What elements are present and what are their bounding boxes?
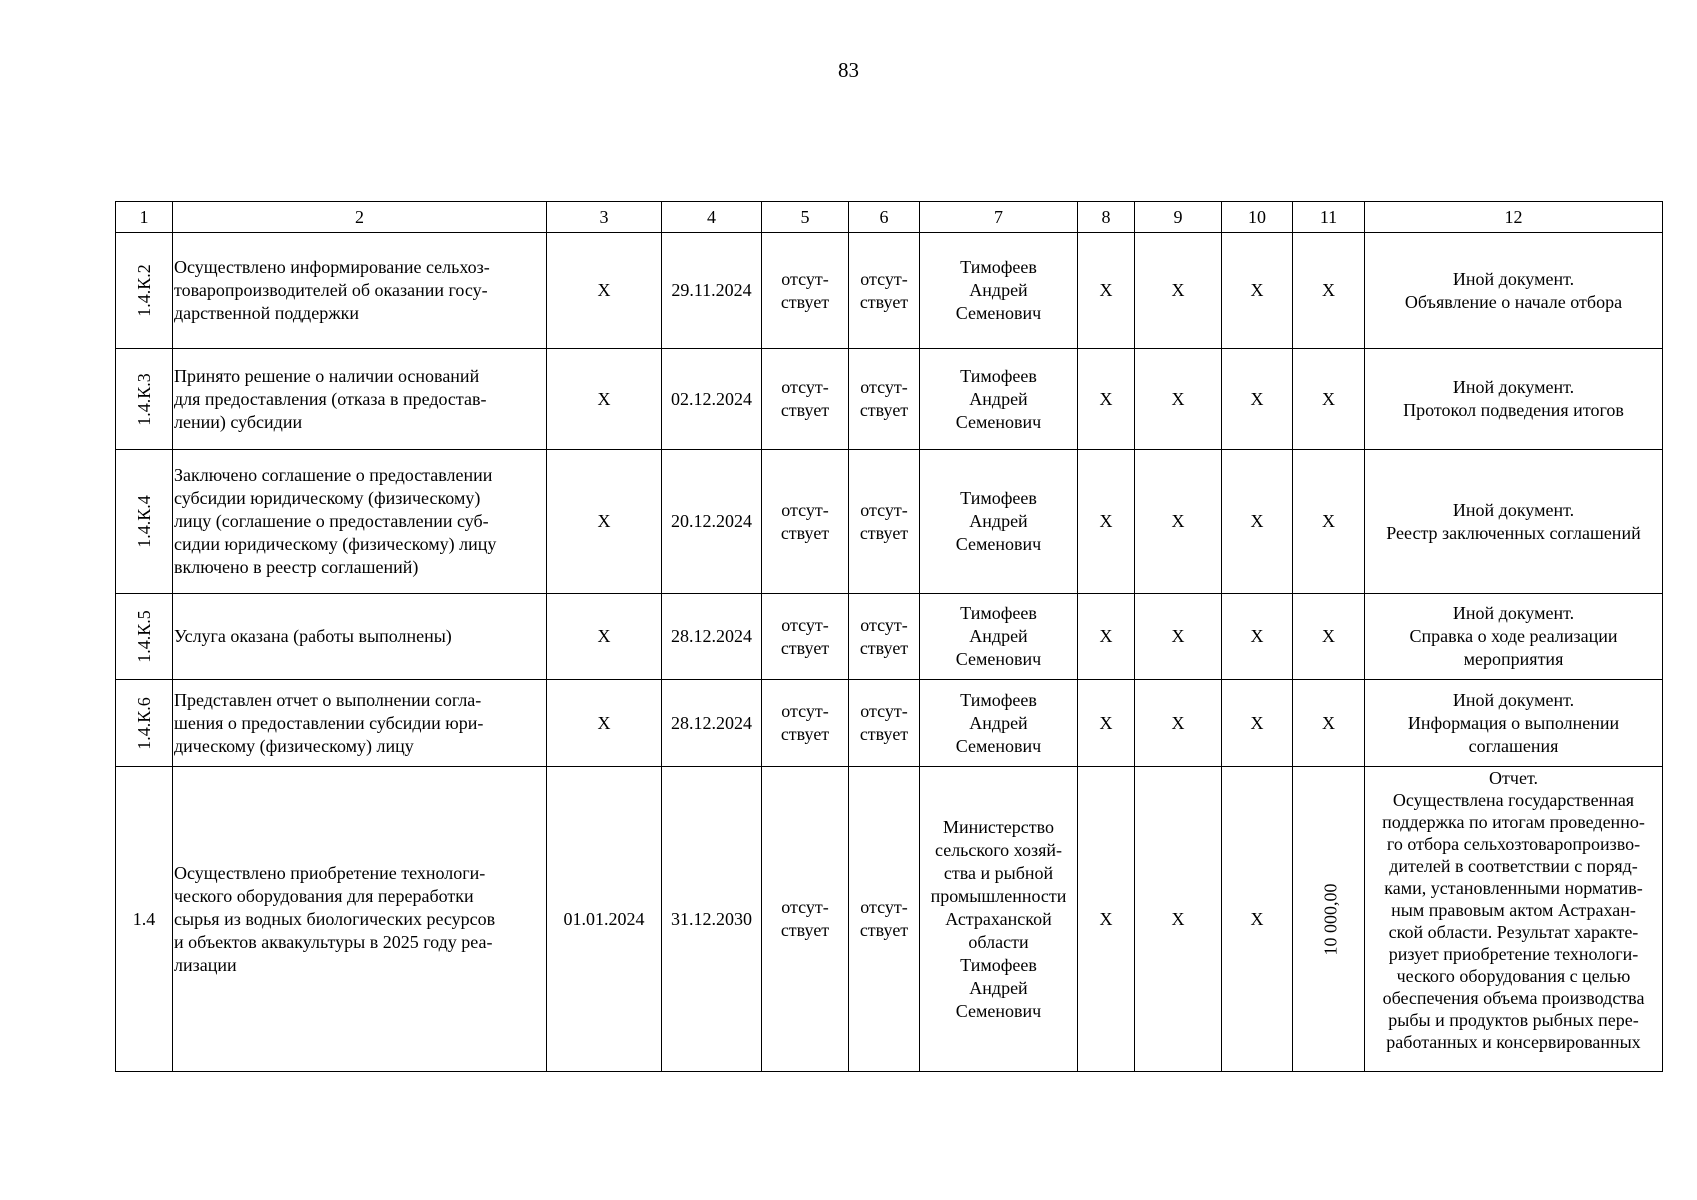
column-header: 8 <box>1078 202 1135 233</box>
description-line: субсидии юридическому (физическому) <box>174 488 481 508</box>
document-line: Иной документ. <box>1452 268 1575 289</box>
responsible-line: Семенович <box>955 649 1042 669</box>
responsible-line: Тимофеев <box>960 257 1037 277</box>
document-line: Справка о ходе реализации <box>1409 626 1618 646</box>
responsible-person <box>920 349 1078 450</box>
document-line: Иной документ. <box>1452 377 1575 397</box>
column-header: 7 <box>920 202 1078 233</box>
row-code <box>116 680 173 767</box>
col5-value <box>762 349 849 450</box>
responsible-line: промышленности <box>930 885 1067 906</box>
amount-value <box>1293 767 1365 1072</box>
column-header: 5 <box>762 202 849 233</box>
responsible-line: Семенович <box>955 1000 1042 1021</box>
responsible-person <box>920 233 1078 349</box>
row-code <box>116 594 173 680</box>
responsible-line: Андрей <box>969 511 1028 531</box>
col6-value <box>849 233 920 349</box>
col8-value: X <box>1078 450 1135 594</box>
document-line: Иной документ. <box>1452 603 1575 623</box>
col5-value <box>762 594 849 680</box>
col5-value <box>762 233 849 349</box>
column-header: 4 <box>662 202 762 233</box>
document-line: соглашения <box>1468 735 1559 756</box>
description-line: шения о предоставлении субсидии юри- <box>174 712 484 733</box>
row-description <box>173 594 547 680</box>
document-line: ным правовым актом Астрахан- <box>1391 900 1636 920</box>
responsible-line: Тимофеев <box>960 603 1037 623</box>
plan-table <box>115 201 1663 1072</box>
responsible-line: Семенович <box>955 534 1042 554</box>
col9-value: X <box>1135 233 1222 349</box>
col9-value: X <box>1135 349 1222 450</box>
description-line: сидии юридическому (физическому) лицу <box>174 534 497 554</box>
col10-value: X <box>1222 450 1293 594</box>
col5-line: ствует <box>780 637 830 658</box>
col6-line: отсут- <box>860 897 908 917</box>
date-value: 29.11.2024 <box>662 233 762 349</box>
table-body <box>116 202 1663 1072</box>
document-line: дителей в соответствии с поряд- <box>1389 856 1638 876</box>
responsible-line: Андрей <box>969 280 1028 300</box>
col6-value <box>849 594 920 680</box>
col10-value: X <box>1222 349 1293 450</box>
description-line: лении) субсидии <box>174 411 303 432</box>
date-value: 28.12.2024 <box>662 680 762 767</box>
col3-value: X <box>547 349 662 450</box>
table-row <box>116 594 1663 680</box>
column-header: 9 <box>1135 202 1222 233</box>
description-line: для предоставления (отказа в предостав- <box>174 388 487 409</box>
row-code <box>116 233 173 349</box>
document-line: ками, установленными норматив- <box>1384 878 1643 898</box>
end-date-value: 31.12.2030 <box>662 767 762 1072</box>
col6-value <box>849 680 920 767</box>
col3-value: X <box>547 594 662 680</box>
description-line: Осуществлено приобретение технологи- <box>174 862 486 883</box>
row-description <box>173 767 547 1072</box>
col6-value <box>849 767 920 1072</box>
date-value: 02.12.2024 <box>662 349 762 450</box>
document-cell <box>1365 450 1663 594</box>
table-row <box>116 450 1663 594</box>
col3-value: X <box>547 233 662 349</box>
responsible-line: Астраханской <box>945 908 1052 929</box>
document-cell <box>1365 349 1663 450</box>
document-line: Информация о выполнении <box>1407 712 1620 733</box>
col8-value: X <box>1078 767 1135 1072</box>
col5-line: отсут- <box>781 377 829 397</box>
table-row <box>116 233 1663 349</box>
row-description <box>173 349 547 450</box>
responsible-person <box>920 680 1078 767</box>
document-line: ской области. Результат характе- <box>1388 922 1639 942</box>
document-line: ческого оборудования с целью <box>1396 966 1631 986</box>
column-header: 3 <box>547 202 662 233</box>
page-number: 83 <box>838 58 859 82</box>
responsible-line: сельского хозяй- <box>935 839 1062 860</box>
col6-line: отсут- <box>860 499 908 520</box>
col6-line: ствует <box>859 522 909 543</box>
document-line: Иной документ. <box>1452 689 1575 710</box>
row-description <box>173 233 547 349</box>
col5-line: ствует <box>780 920 830 940</box>
col3-value: X <box>547 450 662 594</box>
col10-value: X <box>1222 767 1293 1072</box>
col9-value: X <box>1135 767 1222 1072</box>
responsible-line: Андрей <box>969 388 1028 409</box>
row-code-text: 1.4.К.6 <box>133 696 154 750</box>
col6-line: отсут- <box>860 377 908 397</box>
responsible-line: Министерство <box>943 816 1054 837</box>
document-line: работанных и консервированных <box>1386 1032 1641 1052</box>
description-line: Заключено соглашение о предоставлении <box>174 465 493 485</box>
responsible-line: Тимофеев <box>960 488 1037 508</box>
col8-value: X <box>1078 594 1135 680</box>
col10-value: X <box>1222 680 1293 767</box>
col5-line: отсут- <box>781 701 829 721</box>
col11-value: X <box>1293 450 1365 594</box>
col5-line: отсут- <box>781 268 829 289</box>
responsible-line: Андрей <box>969 712 1028 733</box>
column-header: 10 <box>1222 202 1293 233</box>
col6-line: отсут- <box>860 701 908 721</box>
col6-value <box>849 349 920 450</box>
col11-value: X <box>1293 233 1365 349</box>
description-line: включено в реестр соглашений) <box>174 557 419 577</box>
document-line: Отчет. <box>1489 768 1538 788</box>
document-cell <box>1365 594 1663 680</box>
document-line: го отбора сельхозтоваропроизво- <box>1386 834 1641 854</box>
responsible-person <box>920 594 1078 680</box>
column-header: 1 <box>116 202 173 233</box>
col5-value <box>762 680 849 767</box>
document-cell <box>1365 767 1663 1072</box>
col11-value: X <box>1293 349 1365 450</box>
table-row-summary <box>116 767 1663 1072</box>
description-line: дарственной поддержки <box>174 303 360 323</box>
col6-line: ствует <box>859 291 909 312</box>
col5-line: отсут- <box>781 614 829 635</box>
description-line: Услуга оказана (работы выполнены) <box>174 626 452 646</box>
document-line: Осуществлена государственная <box>1392 790 1635 810</box>
row-code-text: 1.4.К.4 <box>133 495 154 548</box>
col5-line: отсут- <box>781 499 829 520</box>
responsible-line: Тимофеев <box>960 365 1037 386</box>
row-code-text: 1.4.К.3 <box>133 372 154 426</box>
start-date-value: 01.01.2024 <box>547 767 662 1072</box>
responsible-line: Тимофеев <box>960 954 1037 975</box>
col10-value: X <box>1222 233 1293 349</box>
column-header: 12 <box>1365 202 1663 233</box>
description-line: дическому (физическому) лицу <box>174 735 414 756</box>
description-line: ческого оборудования для переработки <box>174 885 474 906</box>
table-row <box>116 680 1663 767</box>
description-line: лицу (соглашение о предоставлении суб- <box>174 511 489 531</box>
header-row <box>116 202 1663 233</box>
document-line: поддержка по итогам проведенно- <box>1382 812 1645 832</box>
col5-line: ствует <box>780 291 830 312</box>
col3-value: X <box>547 680 662 767</box>
date-value: 28.12.2024 <box>662 594 762 680</box>
responsible-line: Семенович <box>955 303 1042 323</box>
row-description <box>173 680 547 767</box>
col6-line: ствует <box>859 724 909 744</box>
document-line: Объявление о начале отбора <box>1404 291 1623 312</box>
document-line: обеспечения объема производства <box>1382 988 1645 1008</box>
description-line: и объектов аквакультуры в 2025 году реа- <box>174 931 493 952</box>
column-header: 6 <box>849 202 920 233</box>
document-cell <box>1365 680 1663 767</box>
responsible-line: Андрей <box>969 626 1028 646</box>
col6-value <box>849 450 920 594</box>
responsible-line: области <box>968 931 1029 952</box>
document-line: мероприятия <box>1463 649 1564 669</box>
responsible-line: Тимофеев <box>960 689 1037 710</box>
document-line: Реестр заключенных соглашений <box>1386 522 1641 543</box>
responsible-line: Семенович <box>955 411 1042 432</box>
col5-value <box>762 767 849 1072</box>
table-row <box>116 349 1663 450</box>
col5-line: отсут- <box>781 897 829 917</box>
col9-value: X <box>1135 594 1222 680</box>
responsible-line: ства и рыбной <box>943 862 1054 883</box>
col5-line: ствует <box>780 724 830 744</box>
col6-line: отсут- <box>860 614 908 635</box>
description-line: лизации <box>174 954 237 975</box>
col6-line: ствует <box>859 637 909 658</box>
row-code: 1.4 <box>116 767 173 1072</box>
row-description <box>173 450 547 594</box>
document-line: Протокол подведения итогов <box>1403 400 1624 420</box>
col11-value: X <box>1293 594 1365 680</box>
amount-value-text: 10 000,00 <box>1320 883 1341 955</box>
responsible-organization <box>920 767 1078 1072</box>
row-code <box>116 349 173 450</box>
col11-value: X <box>1293 680 1365 767</box>
responsible-line: Семенович <box>955 735 1042 756</box>
description-line: сырья из водных биологических ресурсов <box>174 908 496 929</box>
col5-line: ствует <box>780 400 830 420</box>
col9-value: X <box>1135 680 1222 767</box>
row-code-text: 1.4.К.2 <box>133 264 154 317</box>
document-line: ризует приобретение технологи- <box>1388 944 1639 964</box>
row-code-text: 1.4.К.5 <box>133 610 154 663</box>
description-line: Принято решение о наличии оснований <box>174 365 480 386</box>
responsible-line: Андрей <box>969 977 1028 998</box>
col6-line: ствует <box>859 400 909 420</box>
col5-line: ствует <box>780 522 830 543</box>
col5-value <box>762 450 849 594</box>
date-value: 20.12.2024 <box>662 450 762 594</box>
document-line: Иной документ. <box>1452 499 1575 520</box>
col8-value: X <box>1078 680 1135 767</box>
document-line: рыбы и продуктов рыбных пере- <box>1388 1010 1639 1030</box>
row-code <box>116 450 173 594</box>
col6-line: ствует <box>859 920 909 940</box>
responsible-person <box>920 450 1078 594</box>
description-line: товаропроизводителей об оказании госу- <box>174 280 488 300</box>
col8-value: X <box>1078 233 1135 349</box>
description-line: Представлен отчет о выполнении согла- <box>174 689 482 710</box>
column-header: 11 <box>1293 202 1365 233</box>
col6-line: отсут- <box>860 268 908 289</box>
col9-value: X <box>1135 450 1222 594</box>
document-cell <box>1365 233 1663 349</box>
description-line: Осуществлено информирование сельхоз- <box>174 257 490 277</box>
column-header: 2 <box>173 202 547 233</box>
col8-value: X <box>1078 349 1135 450</box>
col10-value: X <box>1222 594 1293 680</box>
